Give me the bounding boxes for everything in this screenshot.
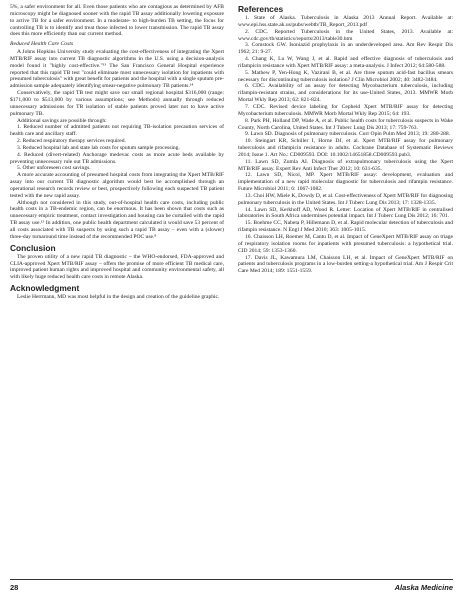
reference-item: 3. Comstock GW. Isoniazid prophylaxis in an underdeveloped area. Am Rev Respir Dis 1962; 21: 9-27. xyxy=(238,42,453,56)
body-paragraph: Additional savings are possible through: xyxy=(17,117,107,124)
reference-item: 10. Steingart KR, Schiller I, Horne DJ, et al. Xpert MTB/RIF assay for pulmonary tuberculosis and rifampicin resistance in adults. Cochrane Database of Systematic Reviews 2014; Issue 1. Art No.: CD009593. DOI: 10.1002/14651858.CD009593.pub3. xyxy=(238,138,453,158)
conclusion-paragraph: The proven utility of a new rapid TB diagnostic – the WHO-endorsed, FDA-approved and CLIA-approved Xpert MTB/RIF assay – offers the promise of more efficient TB medical care, improved patient human rights and improved hospital and community environmental safety, all with likely huge reduced health care costs in remote Alaska. xyxy=(10,253,224,281)
reference-item: 14. Lawn SD, Kerkhoff AD, Wood R. Letter: Location of Xpert MTB/RIF in centralised laboratories in South Africa undermines potential impact. Int J Tuberc Lung Dis 2012; 16: 701. xyxy=(238,206,453,220)
body-paragraph: A more accurate accounting of presumed hospital costs from integrating the Xpert MTB/RIF assay into our current TB diagnostic algorithm would best be accomplished through an operational research records review or best, prospectively following each suspected TB patient tested with the new rapid assay. xyxy=(10,172,224,199)
acknowledgment-heading: Acknowledgment xyxy=(10,283,80,294)
journal-name: Alaska Medicine xyxy=(394,583,453,592)
body-paragraph: A Johns Hopkins University study evaluating the cost-effectiveness of integrating the Xpert MTB/RIF assay into current TB diagnostic algorithms in the U.S. using a decision-analysis model found it "highly cost-effective."¹³ The San Francisco General Hospital experience reported that this rapid TB test "could eliminate most unnecessary isolation for inpatients with presumed tuberculosis" with great benefit for patients and the hospital with a single sputum pre-admission sample adequately identifying smear-negative pulmonary TB patients.¹⁴ xyxy=(10,49,224,90)
acknowledgment-paragraph: Leslie Herrmann, MD was most helpful in the design and creation of the guideline graphic. xyxy=(17,294,220,301)
right-column xyxy=(238,4,453,275)
page-number: 28 xyxy=(10,583,19,592)
reference-item: 12. Lawn SD, Nicol, MP. Xpert MTB/RIF assay: development, evaluation and implementation of a new rapid molecular diagnostic for tuberculosis and rifampin resistance. Future Microbiol 2011; 6: 1067-1082. xyxy=(238,172,453,193)
body-paragraph: Conservatively, the rapid TB test might save our small regional hospital $316,000 (range: $171,000 to $513,000 by various assumptions; see Methods) annually through reduced unnecessary admissions for TB isolation of stable patients proved later not to have active pulmonary TB. xyxy=(10,90,224,117)
reference-item: 7. CDC. Revised device labeling for Cepheid Xpert MTB/RIF assay for detecting Mycobacterium tuberculosis. MMWR Morb Mortal Wkly Rep 2015; 64: 193. xyxy=(238,103,453,117)
savings-list-item: 2. Reduced respiratory therapy services required. xyxy=(17,138,126,145)
reference-item: 4. Chang K, Lu W, Wang J, et al. Rapid and effective diagnosis of tuberculosis and rifampicin resistance with Xpert MTB/RIF assay: a meta-analysis. J Infect 2012; 64:580-588. xyxy=(238,56,453,69)
savings-list-item: 3. Reduced hospital lab and state lab costs for sputum sample processing. xyxy=(17,144,180,151)
footer-rule xyxy=(10,579,453,580)
reference-item: 5. Mathew P, Yen-Hong K, Vazirani B, et al. Are three sputum acid-fast bacillus smears necessary for discontinuing tuberculosis isolation? J Clin Microbiol 2002; 40: 3482-3484. xyxy=(238,69,453,83)
reference-item: 2. CDC. Reported Tuberculosis in the United States, 2013. Available at: www.cdc.gov/tb/statistics/reports/2013/table30.htm xyxy=(238,28,453,42)
reference-item: 15. Boehme CC, Nabeta P, Hillemann D, et al. Rapid molecular detection of tuberculosis and rifampin resistance. N Engl J Med 2010; 363: 1005-1015. xyxy=(238,220,453,234)
reference-item: 6. CDC. Availability of an assay for detecting Mycobacterium tuberculosis, including rifampin-resistant strains, and considerations for its use-United States, 2013. MMWR Morb Mortal Wkly Rep 2013; 62: 821-824. xyxy=(238,83,453,104)
left-column xyxy=(10,4,224,301)
intro-paragraph: 5%, a safer environment for all. Even those patients who are contagious as determined by AFB microscopy might be diagnosed sooner with the rapid TB assay additionally lowering exposure to active TB for a safer environment. In a moderate- to high-burden TB setting, the focus for controlling TB is to identify and treat those infected to lower transmission. The rapid TB assay does this more efficiently than our current method. xyxy=(10,4,224,38)
references-heading: References xyxy=(238,4,284,14)
savings-list-item: 1. Reduced number of admitted patients not requiring TB-isolation precaution services of health care and ancillary staff. xyxy=(10,124,224,138)
conclusion-heading: Conclusion xyxy=(10,242,56,253)
reference-item: 16. Chaisson LH, Roemer M, Cantu D, et al. Impact of GeneXpert MTB/RIF assay on triage of respiratory isolation rooms for inpatients with presumed tuberculosis: a hypothetical trial. CID 2014; 59: 1353-1360. xyxy=(238,234,453,254)
reference-item: 1. State of Alaska. Tuberculosis in Alaska 2013 Annual Report. Available at: www.epi.hss.state.ak.us/pubs/webtb/TB_Report_2013.pdf xyxy=(238,15,453,28)
savings-list-item: 5. Other unforeseen cost savings. xyxy=(17,165,91,172)
reference-item: 17. Davis JL, Kawamura LM, Chaisson LH, et al. Impact of GeneXpert MTB/RIF on patients and tuberculosis programs in a low-burden setting-a hypothetical trial. Am J Respir Crit Care Med 2014; 189: 1551-1559. xyxy=(238,254,453,275)
body-paragraph: Although not considered in this study, out-of-hospital health care costs, including public health costs in a TB-endemic region, can be enormous. It has been shown that costs such as unnecessary empiric treatment, contact investigation and housing can be curtailed with the rapid TB assay use.¹⁵ In addition, one public health department calculated it would save 53 percent of all costs associated with TB suspects by using such a rapid TB assay – even with a (slower) three-day turnaround time instead of the recommended POC use.⁸ xyxy=(10,199,224,240)
reference-item: 8. Park PH, Holland DP, Wade A, et al. Public health costs for tuberculosis suspects in Wake County, North Carolina, United States. Int J Tuberc Lung Dis 2013; 17: 759-763. xyxy=(238,117,453,131)
reference-item: 11. Lawn SD, Zumla AI. Diagnosis of extrapulmonary tuberculosis using the Xpert MTB/RIF assay. Expert Rev Anti Infect Ther 2012; 10: 631-635. xyxy=(238,158,453,172)
savings-list-item: 4. Reduced (divert-related) Anchorage medevac costs as more acute beds available by preventing unnecessary rule out TB admissions. xyxy=(10,151,224,165)
subheading-reduced-costs: Reduced Health Care Costs xyxy=(10,41,74,48)
reference-item: 13. Choi HW, Miele K, Dowdy D, et al. Cost-effectiveness of Xpert MTB/RIF for diagnosing pulmonary tuberculosis in the United States. Int J Tuberc Lung Dis 2013; 17: 1328-1335. xyxy=(238,192,453,206)
reference-item: 9. Lawn SD. Diagnosis of pulmonary tuberculosis. Curr Opin Pulm Med 2013; 19: 280-288. xyxy=(245,131,451,138)
